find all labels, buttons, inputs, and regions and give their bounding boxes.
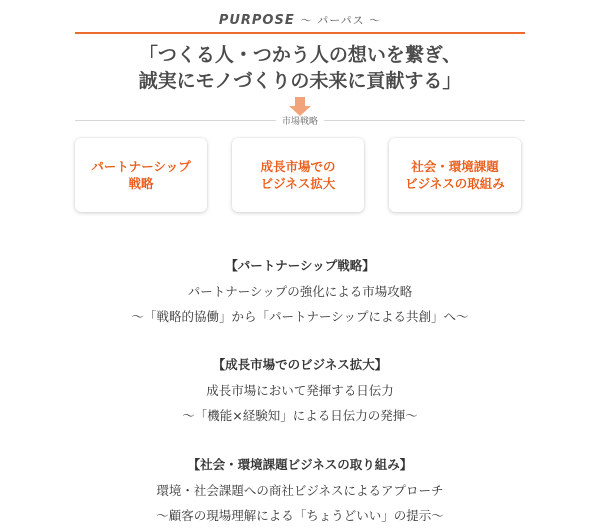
section-heading: 【社会・環境課題ビジネスの取り組み】 [187, 457, 413, 472]
card-social-environment: 社会・環境課題 ビジネスの取組み [389, 138, 521, 212]
purpose-header [75, 8, 525, 34]
statement-line-2: 誠実にモノづくりの未来に貢献する」 [138, 70, 462, 92]
section-text-2: 〜「戦略的協働」から「パートナーシップによる共創」へ〜 [131, 309, 469, 324]
divider-rule-right [324, 120, 525, 121]
market-strategy-divider [75, 113, 525, 127]
purpose-title: PURPOSE [218, 12, 295, 28]
statement-line-1: 「つくる人・つかう人の想いを繋ぎ、 [138, 44, 462, 66]
section-text-1: 成長市場において発揮する日伝力 [206, 383, 394, 398]
section-text-2: 〜「機能×経験知」による日伝力の発揮〜 [182, 408, 418, 423]
section-social-environment [0, 456, 600, 532]
strategy-cards [75, 138, 527, 214]
section-heading: 【成長市場でのビジネス拡大】 [212, 357, 388, 372]
section-text-1: パートナーシップの強化による市場攻略 [187, 284, 413, 299]
divider-rule-left [75, 120, 276, 121]
section-partnership [0, 257, 600, 333]
section-text-1: 環境・社会課題への商社ビジネスによるアプローチ [156, 483, 444, 498]
section-text-2: 〜顧客の現場理解による「ちょうどいい」の提示〜 [156, 508, 444, 523]
purpose-statement [75, 42, 525, 94]
section-heading: 【パートナーシップ戦略】 [225, 258, 375, 273]
card-partnership-strategy: パートナーシップ 戦略 [75, 138, 207, 212]
purpose-subtitle: 〜 パーパス 〜 [300, 14, 382, 27]
section-growth-market [0, 356, 600, 432]
card-growth-market: 成長市場での ビジネス拡大 [232, 138, 364, 212]
market-strategy-label: 市場戦略 [282, 116, 319, 127]
